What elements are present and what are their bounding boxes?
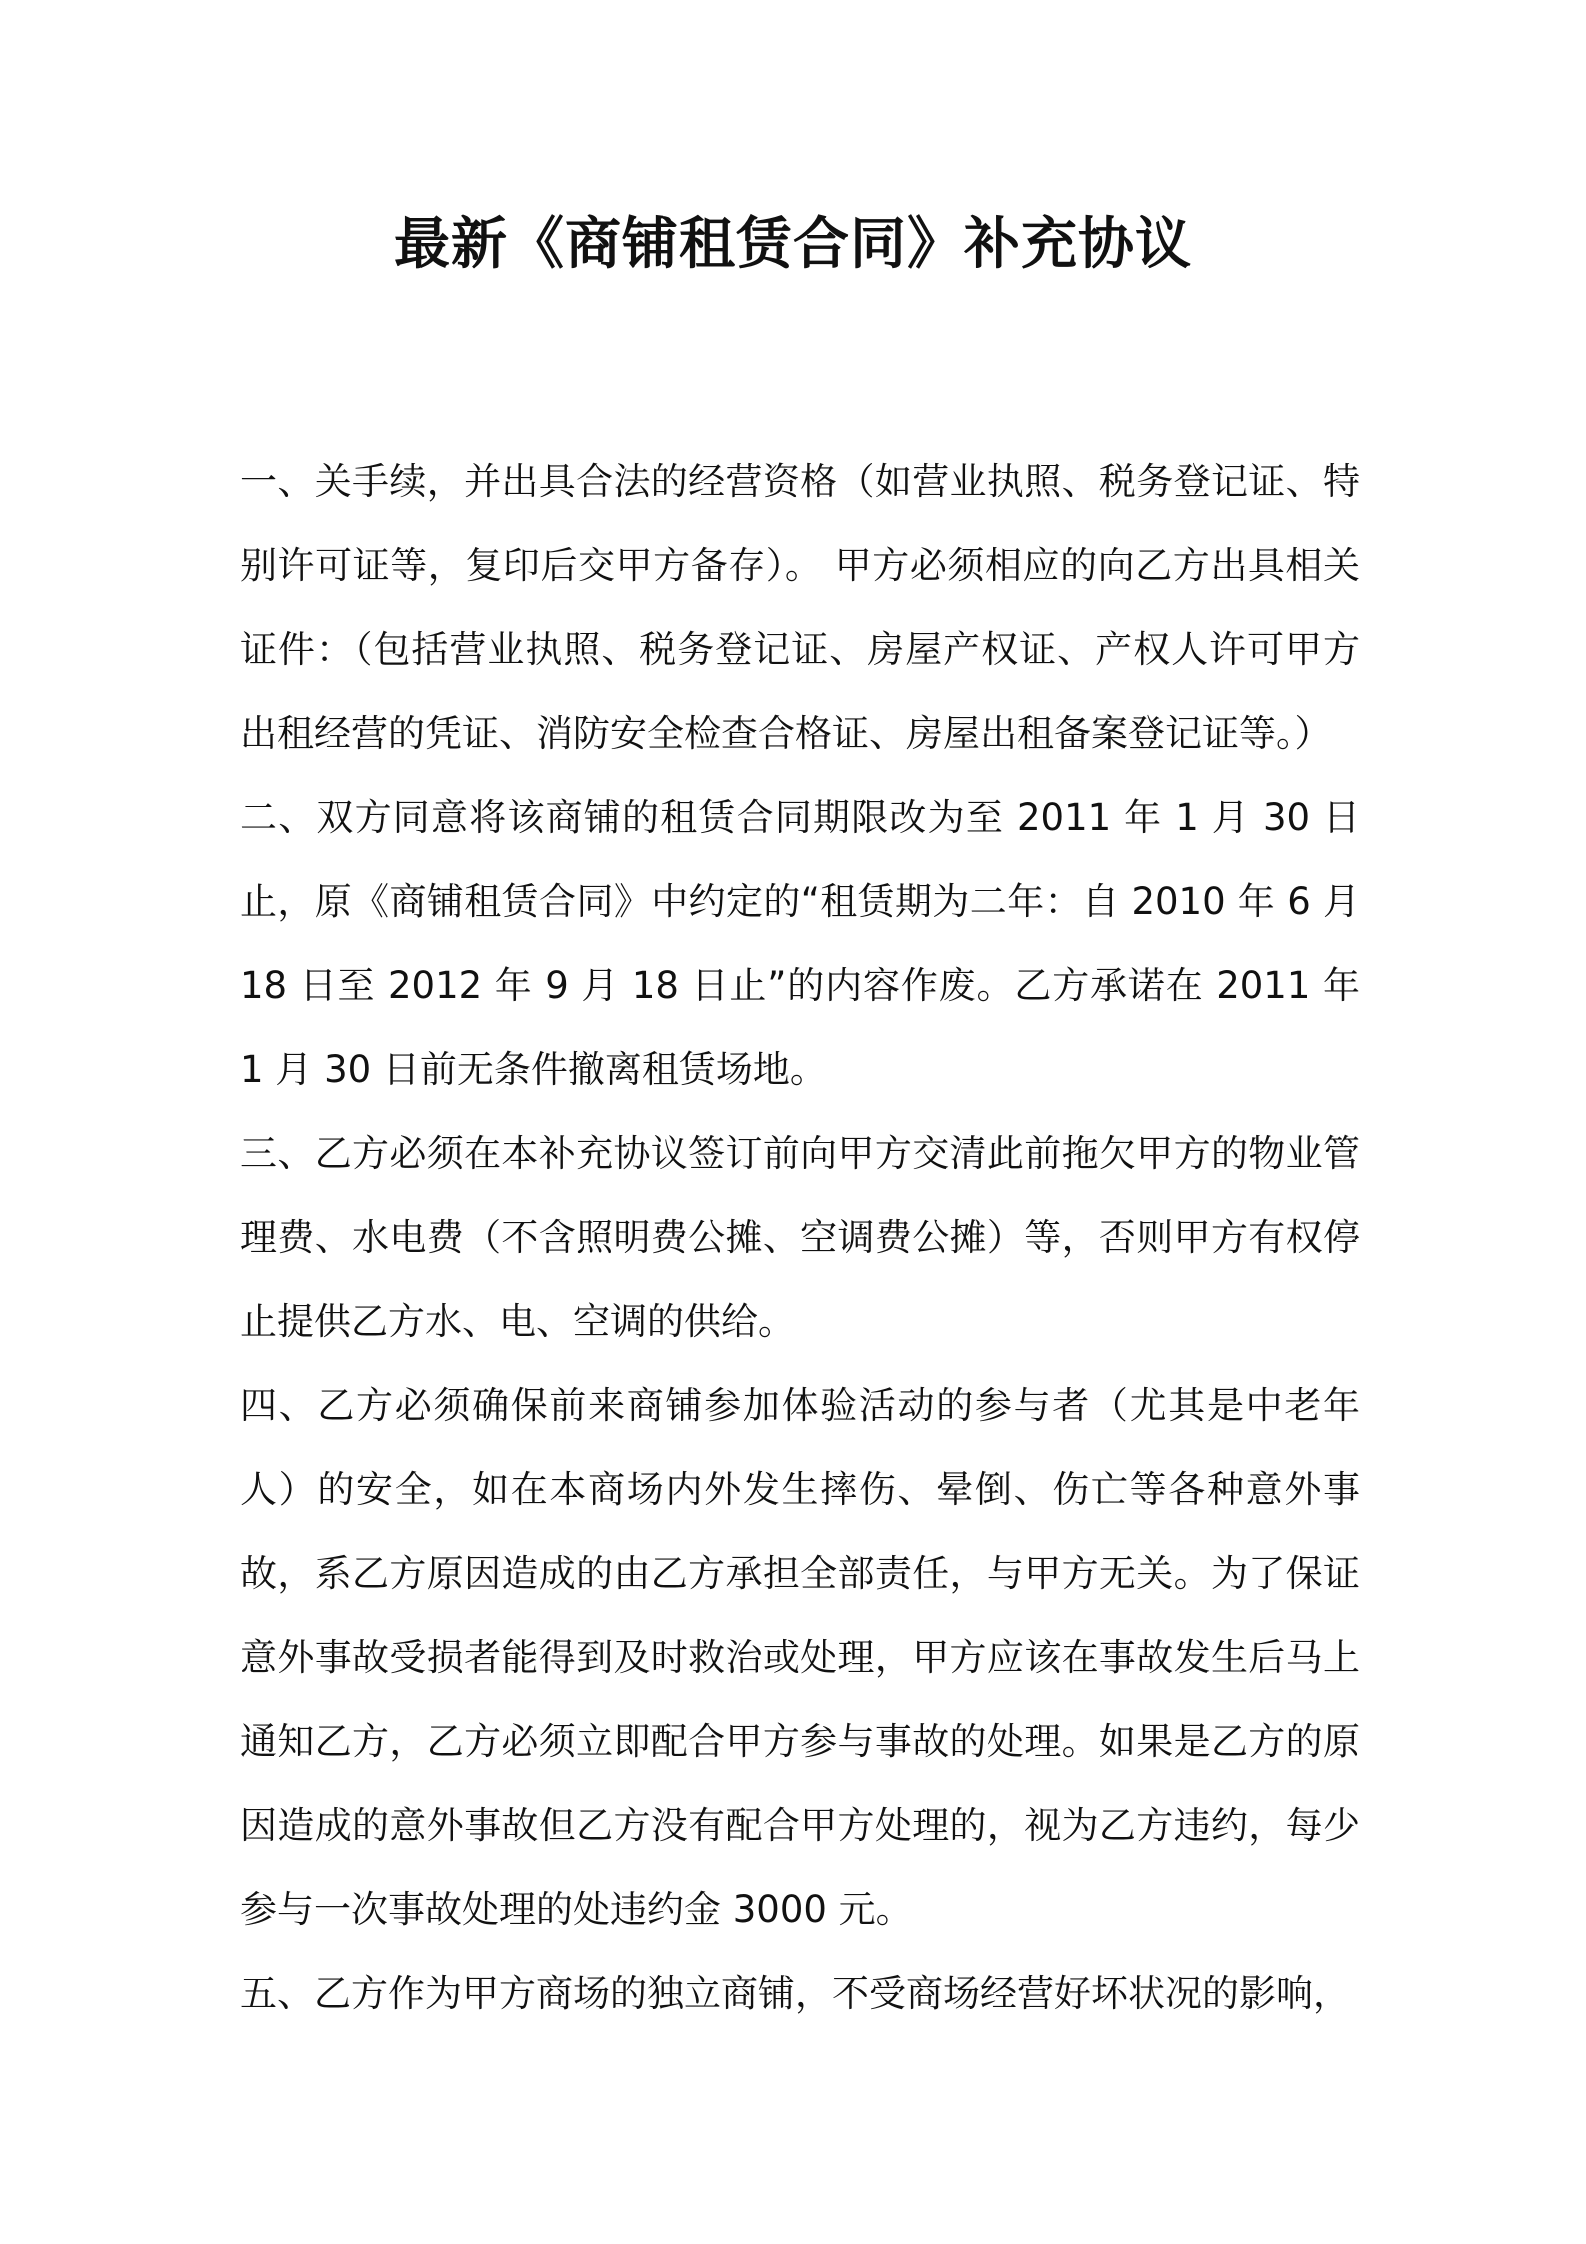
clause-4: 四、乙方必须确保前来商铺参加体验活动的参与者（尤其是中老年人）的安全，如在本商场内外发生摔伤、晕倒、伤亡等各种意外事故，系乙方原因造成的由乙方承担全部责任，与甲方无关。为了保证意外事故受损者能得到及时救治或处理，甲方应该在事故发生后马上通知乙方，乙方必须立即配合甲方参与事故的处理。如果是乙方的原因造成的意外事故但乙方没有配合甲方处理的，视为乙方违约，每少参与一次事故处理的处违约金 3000 元。: [240, 1384, 1360, 1931]
document-body: [240, 440, 1360, 2036]
clause-1: 一、关手续，并出具合法的经营资格（如营业执照、税务登记证、特别许可证等，复印后交甲方备存）。 甲方必须相应的向乙方出具相关证件：（包括营业执照、税务登记证、房屋产权证、产权人许可甲方出租经营的凭证、消防安全检查合格证、房屋出租备案登记证等。）: [240, 460, 1360, 755]
clause-5: 五、乙方作为甲方商场的独立商铺，不受商场经营好坏状况的影响，: [240, 1972, 1350, 2015]
document-title: 最新《商铺租赁合同》补充协议: [394, 212, 1192, 277]
clause-2: 二、双方同意将该商铺的租赁合同期限改为至 2011 年 1 月 30 日止，原《商铺租赁合同》中约定的“租赁期为二年：自 2010 年 6 月 18 日至 2012 年 9 月 18 日止”的内容作废。乙方承诺在 2011 年 1 月 30 日前无条件撤离租赁场地。: [240, 796, 1360, 1091]
clause-3: 三、乙方必须在本补充协议签订前向甲方交清此前拖欠甲方的物业管理费、水电费（不含照明费公摊、空调费公摊）等，否则甲方有权停止提供乙方水、电、空调的供给。: [240, 1132, 1360, 1343]
